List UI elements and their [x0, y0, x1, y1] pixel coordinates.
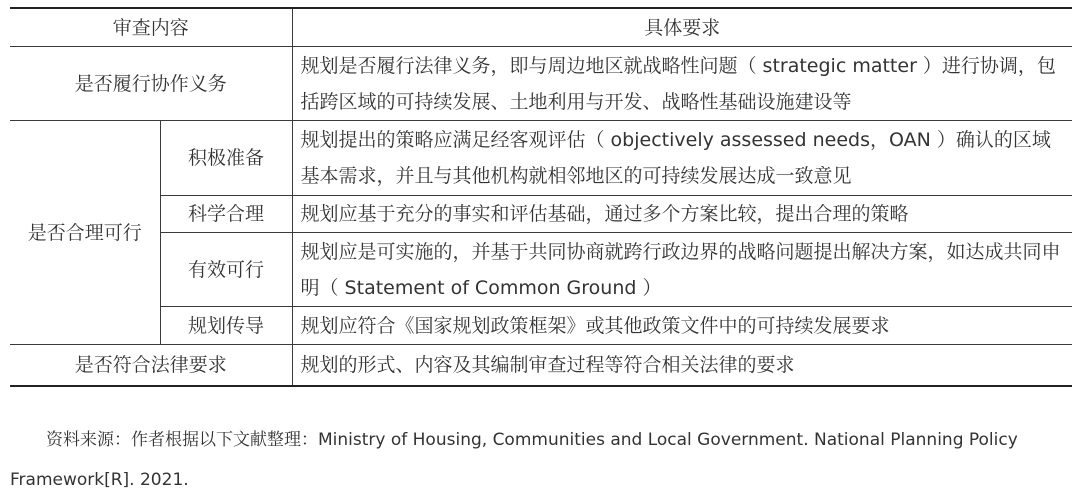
table-row — [10, 233, 1072, 307]
category-feasibility: 是否合理可行 — [10, 121, 160, 345]
requirement-justified: 规划应基于充分的事实和评估基础，通过多个方案比较，提出合理的策略 — [292, 196, 1072, 233]
subitem-positively-prepared: 积极准备 — [160, 121, 292, 196]
requirement-consistent: 规划应符合《国家规划政策框架》或其他政策文件中的可持续发展要求 — [292, 307, 1072, 345]
requirement-positively-prepared: 规划提出的策略应满足经客观评估（ objectively assessed needs，OAN ）确认的区域基本需求，并且与其他机构就相邻地区的可持续发展达成一致意见 — [292, 121, 1072, 196]
table-row — [10, 196, 1072, 233]
header-review-content: 审查内容 — [10, 8, 292, 47]
requirement-effective: 规划应是可实施的，并基于共同协商就跨行政边界的战略问题提出解决方案，如达成共同申明（ Statement of Common Ground ） — [292, 233, 1072, 307]
requirement-legal: 规划的形式、内容及其编制审查过程等符合相关法律的要求 — [292, 345, 1072, 386]
category-legal: 是否符合法律要求 — [10, 345, 292, 386]
category-cooperation: 是否履行协作义务 — [10, 47, 292, 121]
header-specific-requirements: 具体要求 — [292, 8, 1072, 47]
table-row — [10, 307, 1072, 345]
table-row — [10, 121, 1072, 196]
subitem-consistent: 规划传导 — [160, 307, 292, 345]
subitem-justified: 科学合理 — [160, 196, 292, 233]
subitem-effective: 有效可行 — [160, 233, 292, 307]
table-row — [10, 345, 1072, 386]
table-row — [10, 47, 1072, 121]
table-header-row — [10, 8, 1072, 47]
review-requirements-table — [10, 7, 1072, 387]
requirement-cooperation: 规划是否履行法律义务，即与周边地区就战略性问题（ strategic matter ）进行协调，包括跨区域的可持续发展、土地利用与开发、战略性基础设施建设等 — [292, 47, 1072, 121]
source-note: 资料来源：作者根据以下文献整理：Ministry of Housing, Communities and Local Government. National Planning Policy Framework[R]. 2021. — [10, 430, 1018, 490]
